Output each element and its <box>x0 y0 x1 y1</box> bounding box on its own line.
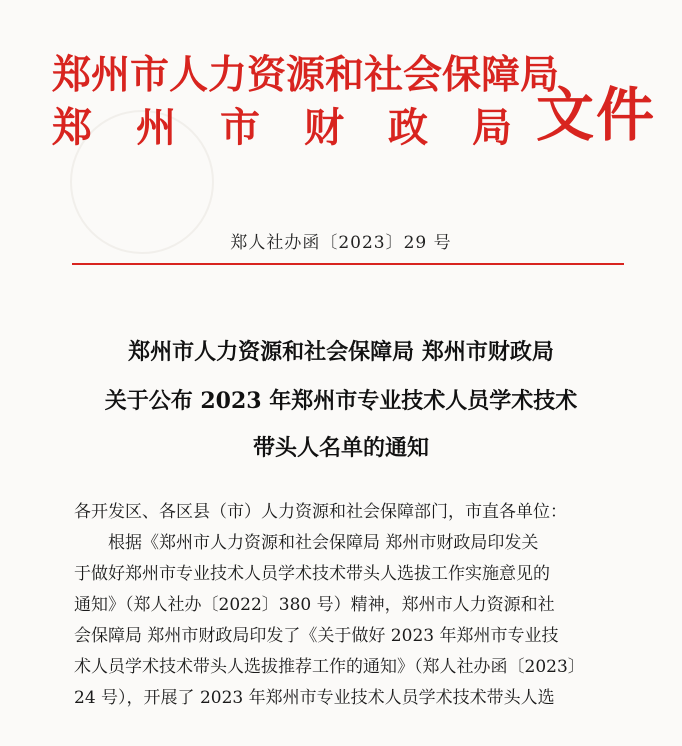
issuer-char: 市 <box>220 104 260 151</box>
body-line: 于做好郑州市专业技术人员学术技术带头人选拔工作实施意见的 <box>74 564 550 584</box>
issuer-char: 财 <box>304 104 344 151</box>
salutation: 各开发区、各区县（市）人力资源和社会保障部门，市直各单位： <box>74 502 567 522</box>
red-letterhead <box>0 0 682 260</box>
notice-title-line-1: 郑州市人力资源和社会保障局 郑州市财政局 <box>128 339 554 365</box>
notice-body <box>74 497 634 714</box>
body-line: 根据《郑州市人力资源和社会保障局 郑州市财政局印发关 <box>108 533 539 553</box>
issuer-char: 政 <box>388 104 428 151</box>
issuer-hrss-bureau: 郑州市人力资源和社会保障局 <box>52 52 560 98</box>
body-line: 术人员学术技术带头人选拔推荐工作的通知》（郑人社办函〔2023〕 <box>74 657 585 677</box>
red-divider-line <box>72 263 624 265</box>
body-line: 通知》（郑人社办〔2022〕380 号）精神，郑州市人力资源和社 <box>74 595 555 615</box>
issuer-char: 郑 <box>52 104 92 151</box>
document-type-label: 文件 <box>536 81 657 149</box>
notice-title-line-2: 关于公布 2023 年郑州市专业技术人员学术技术 <box>104 388 578 414</box>
notice-title-line-3: 带头人名单的通知 <box>252 435 429 461</box>
issuer-finance-bureau <box>52 96 512 153</box>
issuer-char: 局 <box>472 104 512 151</box>
issuer-char: 州 <box>136 104 176 151</box>
document-number: 郑人社办函〔2023〕29 号 <box>230 233 452 253</box>
body-line: 24 号），开展了 2023 年郑州市专业技术人员学术技术带头人选 <box>74 688 555 708</box>
body-line: 会保障局 郑州市财政局印发了《关于做好 2023 年郑州市专业技 <box>74 626 559 646</box>
